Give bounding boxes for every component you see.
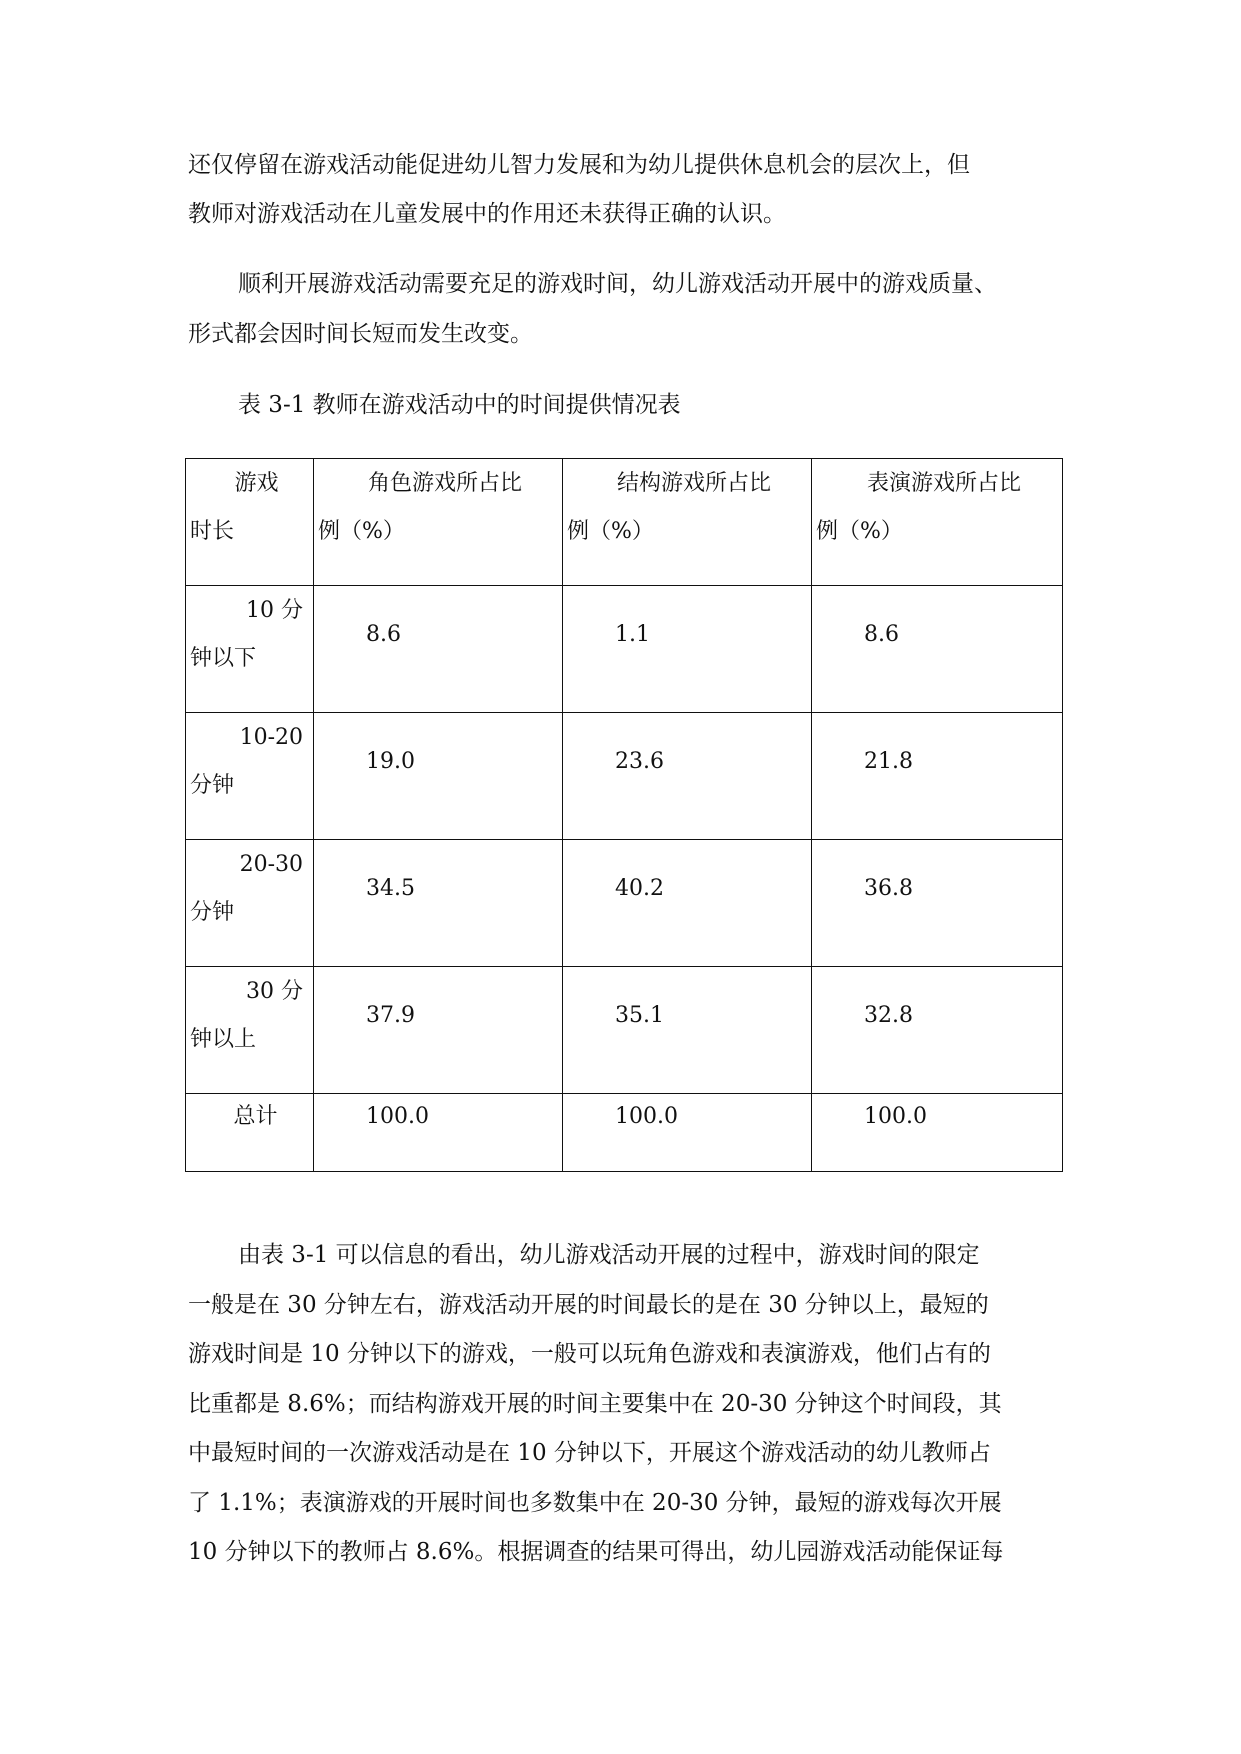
row-label-line-1: 10 分 (246, 598, 303, 623)
cell-value: 8.6 (864, 622, 899, 647)
paragraph-3-line-2: 一般是在 30 分钟左右，游戏活动开展的时间最长的是在 30 分钟以上，最短的 (188, 1292, 989, 1318)
row-label-cell (186, 840, 314, 967)
header-cell-duration (186, 459, 314, 586)
total-cell (812, 1094, 1063, 1172)
row-label-line-1: 20-30 (239, 852, 303, 877)
total-label-cell (186, 1094, 314, 1172)
table-row (186, 840, 1063, 967)
row-label-cell (186, 586, 314, 713)
header-role-play-line-2: 例（%） (318, 519, 405, 544)
row-label-line-2: 分钟 (190, 773, 235, 798)
cell-value: 37.9 (366, 1003, 415, 1028)
table-cell (314, 967, 563, 1094)
table-cell (563, 713, 812, 840)
total-label: 总计 (233, 1104, 278, 1129)
row-label-line-2: 分钟 (190, 900, 235, 925)
header-performance-line-2: 例（%） (816, 519, 903, 544)
paragraph-1-line-2: 教师对游戏活动在儿童发展中的作用还未获得正确的认识。 (188, 201, 786, 227)
paragraph-1-line-1: 还仅停留在游戏活动能促进幼儿智力发展和为幼儿提供休息机会的层次上，但 (188, 152, 970, 178)
cell-value: 36.8 (864, 876, 913, 901)
header-role-play-line-1: 角色游戏所占比 (367, 471, 522, 496)
total-value: 100.0 (366, 1104, 429, 1129)
table-row (186, 967, 1063, 1094)
table-cell (812, 586, 1063, 713)
total-value: 100.0 (615, 1104, 678, 1129)
total-value: 100.0 (864, 1104, 927, 1129)
paragraph-3-line-5: 中最短时间的一次游戏活动是在 10 分钟以下，开展这个游戏活动的幼儿教师占 (188, 1440, 991, 1466)
header-cell-performance (812, 459, 1063, 586)
table-cell (563, 586, 812, 713)
header-performance-line-1: 表演游戏所占比 (866, 471, 1021, 496)
total-cell (314, 1094, 563, 1172)
table-caption: 表 3-1 教师在游戏活动中的时间提供情况表 (238, 392, 681, 418)
table-cell (563, 840, 812, 967)
row-label-cell (186, 713, 314, 840)
header-construction-line-2: 例（%） (567, 519, 654, 544)
paragraph-3-line-4: 比重都是 8.6%；而结构游戏开展的时间主要集中在 20-30 分钟这个时间段，其 (188, 1391, 1002, 1417)
paragraph-2-line-1: 顺利开展游戏活动需要充足的游戏时间，幼儿游戏活动开展中的游戏质量、 (238, 271, 997, 297)
cell-value: 23.6 (615, 749, 664, 774)
table-row (186, 713, 1063, 840)
table-cell (314, 840, 563, 967)
cell-value: 32.8 (864, 1003, 913, 1028)
time-provision-table (185, 458, 1063, 1172)
row-label-line-1: 10-20 (239, 725, 303, 750)
paragraph-3-line-7: 10 分钟以下的教师占 8.6%。根据调查的结果可得出，幼儿园游戏活动能保证每 (188, 1539, 1004, 1565)
cell-value: 1.1 (615, 622, 650, 647)
row-label-line-2: 钟以上 (190, 1027, 257, 1052)
header-cell-construction (563, 459, 812, 586)
row-label-line-1: 30 分 (246, 979, 303, 1004)
table-cell (812, 967, 1063, 1094)
paragraph-3-line-6: 了 1.1%；表演游戏的开展时间也多数集中在 20-30 分钟，最短的游戏每次开展 (188, 1490, 1002, 1516)
paragraph-3-line-3: 游戏时间是 10 分钟以下的游戏，一般可以玩角色游戏和表演游戏，他们占有的 (188, 1341, 991, 1367)
header-construction-line-1: 结构游戏所占比 (616, 471, 771, 496)
cell-value: 21.8 (864, 749, 913, 774)
total-cell (563, 1094, 812, 1172)
row-label-line-2: 钟以下 (190, 646, 257, 671)
paragraph-2-line-2: 形式都会因时间长短而发生改变。 (188, 321, 533, 347)
table-cell (314, 713, 563, 840)
table-cell (563, 967, 812, 1094)
cell-value: 35.1 (615, 1003, 664, 1028)
table-cell (812, 840, 1063, 967)
cell-value: 8.6 (366, 622, 401, 647)
cell-value: 19.0 (366, 749, 415, 774)
table-row (186, 586, 1063, 713)
table-cell (812, 713, 1063, 840)
table-cell (314, 586, 563, 713)
paragraph-3-line-1: 由表 3-1 可以信息的看出，幼儿游戏活动开展的过程中，游戏时间的限定 (238, 1242, 980, 1268)
header-duration-line-1: 游戏 (234, 471, 279, 496)
row-label-cell (186, 967, 314, 1094)
cell-value: 40.2 (615, 876, 664, 901)
table-header-row (186, 459, 1063, 586)
table-total-row (186, 1094, 1063, 1172)
cell-value: 34.5 (366, 876, 415, 901)
header-duration-line-2: 时长 (190, 519, 235, 544)
header-cell-role-play (314, 459, 563, 586)
